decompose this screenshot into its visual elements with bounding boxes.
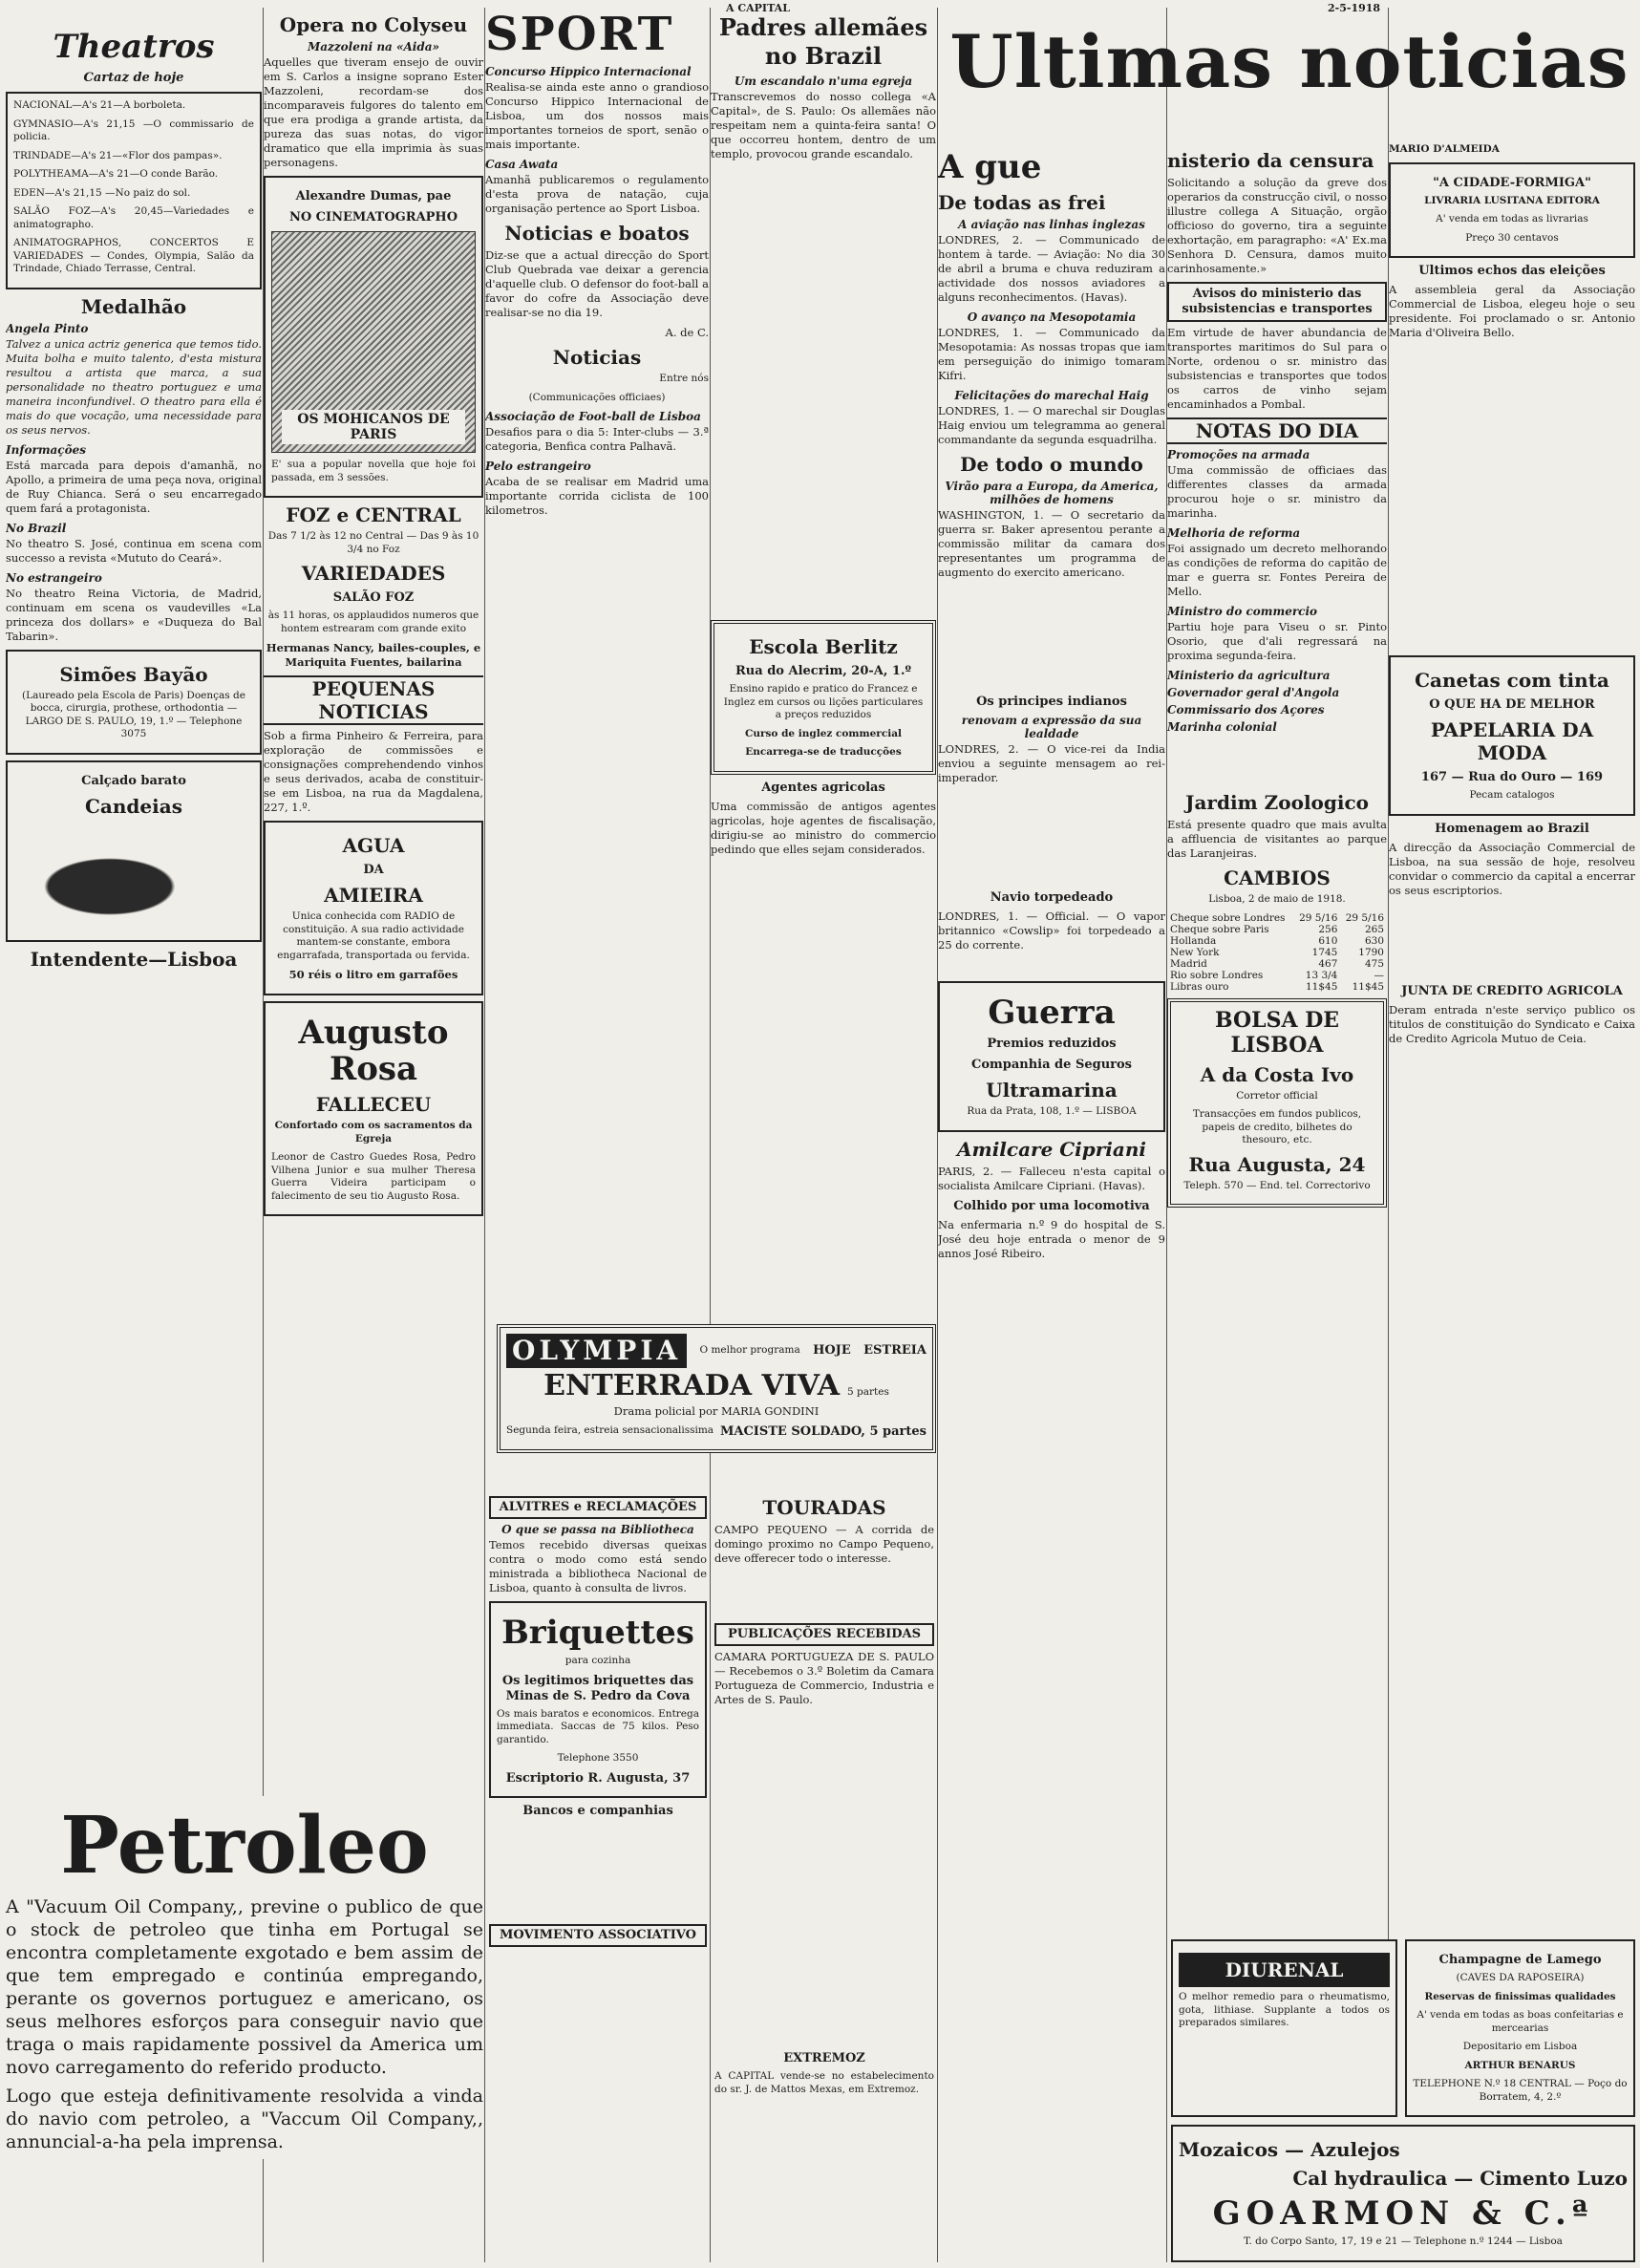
hoje: HOJE <box>813 1343 851 1358</box>
promocoes-heading: Promoções na armada <box>1167 448 1310 461</box>
champagne-ad <box>1405 1939 1635 2117</box>
casa-heading: Casa Awata <box>485 158 559 171</box>
communicacoes: (Communicações officiaes) <box>528 391 666 403</box>
cambios-value: 630 <box>1364 934 1384 947</box>
champ-text: A' venda em todas as boas confeitarias e mercearias <box>1416 2009 1624 2034</box>
candeias-ad <box>6 760 262 942</box>
pelo-text: Acaba de se realisar em Madrid uma importante corrida ciclista de 100 kilometros. <box>485 475 709 517</box>
concurso-heading: Concurso Hippico Internacional <box>485 65 692 78</box>
shoe-illustration <box>13 824 254 929</box>
papelaria: PAPELARIA DA MODA <box>1430 718 1594 764</box>
alvitres-heading: ALVITRES e RECLAMAÇÕES <box>489 1496 707 1519</box>
avanco-heading: O avanço na Mesopotamia <box>967 310 1137 324</box>
intendente-heading: Intendente—Lisboa <box>30 947 238 971</box>
petroleo-text: A "Vacuum Oil Company,, previne o publico de que o stock de petroleo que tinha em Portugal se encontra completamente exgotado e bem assim de que tem empregado e continúa empregando, perante os governos portuguez e americano, os seus melhores esforços para conseguir navio que traga o mais rapidamente possivel da America um novo carregamento do referido producto. <box>6 1896 483 2078</box>
variedades-heading: VARIEDADES <box>301 562 446 585</box>
estreia: ESTREIA <box>863 1343 926 1358</box>
diurenal-heading: DIURENAL <box>1179 1953 1390 1987</box>
entre-nos: Entre nós <box>659 373 709 384</box>
concurso-text: Realisa-se ainda este anno o grandioso Concurso Hippico Internacional de Lisboa, um dos nossos mais importantes torneios de sport, senão o mais importante. <box>485 80 709 151</box>
publicacoes-text: CAMARA PORTUGUEZA DE S. PAULO — Recebemos o 3.º Boletim da Camara Portugueza de Commercio, Industria e Artes de S. Paulo. <box>714 1650 934 1706</box>
column-4 <box>711 8 936 1303</box>
commercio-text: Partiu hoje para Viseu o sr. Pinto Osorio, que d'ali regressará na proxima segunda-feira. <box>1167 620 1387 662</box>
listing: NACIONAL—A's 21—A borboleta. <box>13 99 186 111</box>
cambios-value: 11$45 <box>1352 980 1384 993</box>
theatros-heading: Theatros <box>53 28 215 66</box>
falleceu-heading: FALLECEU <box>315 1093 432 1116</box>
cambios-value: 11$45 <box>1305 980 1338 993</box>
ultimas-noticias-banner: Ultimas noticias <box>949 19 1629 104</box>
cambios-value: 610 <box>1318 934 1338 947</box>
commissario-heading: Commissario dos Açores <box>1167 703 1325 717</box>
column-4-lower <box>714 1490 934 2102</box>
informacoes-heading: Informações <box>6 442 86 457</box>
listing: POLYTHEAMA—A's 21—O conde Barão. <box>13 168 219 180</box>
cambios-value: 467 <box>1318 957 1338 970</box>
navio-heading: Navio torpedeado <box>990 890 1114 905</box>
cambios-heading: CAMBIOS <box>1224 867 1331 889</box>
opera-text: Aquelles que tiveram ensejo de ouvir em S. Carlos a insigne soprano Ester Mazzoleni, recordam-se dos incomparaveis fulgores do talento em que era prodiga a grande artista, da pureza das suas notas, do vigor dramatico que ella imprimia às suas personagens. <box>264 55 483 169</box>
escandalo-heading: Um escandalo n'uma egreja <box>734 75 913 88</box>
cambios-value: 256 <box>1318 923 1338 935</box>
cal: Cal hydraulica — Cimento Luzo <box>1292 2167 1628 2190</box>
pequenas-heading: PEQUENAS NOTICIAS <box>264 675 483 725</box>
berlitz-address: Rua do Alecrim, 20-A, 1.º <box>735 664 911 678</box>
no-estrangeiro-text: No theatro Reina Victoria, de Madrid, continuam em scena os vaudevilles «La princeza dos dollars» e «Duqueza do Bal Tabarin». <box>6 586 262 643</box>
amilcare-heading: Amilcare Cipriani <box>957 1137 1146 1161</box>
cambios-value: 29 5/16 <box>1345 911 1384 924</box>
enterrada-parts: 5 partes <box>847 1386 889 1398</box>
cambios-row <box>1167 947 1387 958</box>
touradas-heading: TOURADAS <box>762 1496 886 1519</box>
dumas-heading: Alexandre Dumas, pae <box>295 189 452 203</box>
agua-price: 50 réis o litro em garrafões <box>288 968 458 981</box>
no-brazil-heading: No Brazil <box>6 521 67 535</box>
olympia-heading: OLYMPIA <box>506 1334 687 1368</box>
cambios-label: Cheque sobre Londres <box>1170 911 1286 924</box>
cambios-value: 29 5/16 <box>1299 911 1338 924</box>
melhoria-heading: Melhoria de reforma <box>1167 526 1301 540</box>
cambios-row <box>1167 912 1387 924</box>
cartaz-subheading: Cartaz de hoje <box>83 71 184 85</box>
amilcare-text: PARIS, 2. — Falleceu n'esta capital o socialista Amilcare Cipriani. (Havas). <box>938 1164 1165 1192</box>
simoes-bayao-ad <box>6 650 262 755</box>
movimento-heading: MOVIMENTO ASSOCIATIVO <box>489 1924 707 1947</box>
mario-heading: MARIO D'ALMEIDA <box>1389 143 1500 155</box>
jardim-text: Está presente quadro que mais avulta a affluencia de visitantes ao parque das Laranjeiras. <box>1167 818 1387 860</box>
cambios-row <box>1167 970 1387 981</box>
foz-hours: Das 7 1/2 às 12 no Central — Das 9 às 10 3/4 no Foz <box>267 530 479 555</box>
casa-text: Amanhã publicaremos o regulamento d'esta prova de natação, cuja organisação pertence ao Sport Lisboa. <box>485 173 709 215</box>
foz-heading: FOZ e CENTRAL <box>286 503 461 526</box>
da-heading: DA <box>363 863 384 877</box>
briq-text: Os mais baratos e economicos. Entrega immediata. Saccas de 75 kilos. Peso garantido. <box>497 1707 699 1745</box>
olympia-bottom <box>506 1424 926 1444</box>
animatographos: ANIMATOGRAPHOS, CONCERTOS E VARIEDADES — Condes, Olympia, Salão da Trindade, Chiado Terrasse, Central. <box>13 237 254 274</box>
illustration-label: OS MOHICANOS DE PARIS <box>282 410 465 444</box>
costa-heading: A da Costa Ivo <box>1200 1062 1354 1086</box>
papelaria-ad <box>1389 655 1635 816</box>
listing: SALÃO FOZ—A's 20,45—Variedades e animatographo. <box>13 205 254 230</box>
berlitz-traducoes: Encarrega-se de traducções <box>745 746 902 758</box>
listing: TRINDADE—A's 21—«Flor dos pampas». <box>13 149 223 161</box>
no-brazil-text: No theatro S. José, continua em scena com successo a revista «Mututo do Ceará». <box>6 536 262 565</box>
touradas-text: CAMPO PEQUENO — A corrida de domingo proximo no Campo Pequeno, deve offerecer todo o interesse. <box>714 1523 934 1565</box>
candeias-heading: Candeias <box>85 794 182 818</box>
confortado-text: Confortado com os sacramentos da Egreja <box>274 1120 473 1145</box>
salao-heading: SALÃO FOZ <box>332 590 415 605</box>
enterrada-heading: ENTERRADA VIVA <box>543 1369 841 1402</box>
noticias-heading: Noticias <box>552 346 642 369</box>
telephone: Telephone 3550 <box>557 1752 639 1764</box>
marinha-heading: Marinha colonial <box>1167 720 1277 734</box>
caves: (CAVES DA RAPOSEIRA) <box>1456 1972 1585 1983</box>
melhor: O QUE HA DE MELHOR <box>1429 697 1595 712</box>
catalogos: Pecam catalogos <box>1469 789 1555 801</box>
olympia-top <box>506 1334 926 1368</box>
column-2 <box>264 8 483 1790</box>
avanco-text: LONDRES, 1. — Communicado da Mesopotamia: As nossas tropas que iam em perseguição do inimigo tomaram Kifri. <box>938 326 1165 382</box>
augusto-heading: Augusto Rosa <box>298 1014 449 1088</box>
cambios-label: Hollanda <box>1170 934 1217 947</box>
cambios-table <box>1167 912 1387 993</box>
cambios-value: — <box>1374 969 1384 981</box>
eleicoes-text: A assembleia geral da Associação Commercial de Lisboa, elegeu hoje o seu presidente. Foi proclamado o sr. Antonio Maria d'Oliveira Bello. <box>1389 283 1635 339</box>
berlitz-commercial: Curso de inglez commercial <box>744 727 903 739</box>
cambios-label: Rio sobre Londres <box>1170 969 1264 981</box>
bolsa-text: Transacções em fundos publicos, papeis de credito, bilhetes do thesouro, etc. <box>1192 1108 1362 1145</box>
agua-heading: AGUA <box>342 834 405 857</box>
padres-heading: Padres allemães no Brazil <box>718 13 928 70</box>
guerra-head: A gue <box>938 148 1042 186</box>
navio-text: LONDRES, 1. — Official. — O vapor britannico «Cowslip» foi torpedeado a 25 do corrente. <box>938 909 1165 952</box>
avisos-text: Em virtude de haver abundancia de transportes maritimos do Sul para o Norte, ordenou o sr. ministro das subsistencias e transportes que todos os carros de vinho sejam encaminhados a Pombal. <box>1167 326 1387 411</box>
aviacao-text: LONDRES, 2. — Communicado de hontem à tarde. — Aviação: No dia 30 de abril a bruma e chuva reduziram a actividade dos nossos aviadores a alguns reconhecimentos. (Havas). <box>938 233 1165 304</box>
column-5 <box>938 143 1165 2262</box>
agentes-text: Uma commissão de antigos agentes agricolas, hoje agentes de fiscalisação, dirigiu-se ao ministro do commercio pedindo que elles sejam considerados. <box>711 799 936 856</box>
agua-ad <box>264 821 483 995</box>
bolsa-ad <box>1167 998 1387 1209</box>
dumas-text: E' sua a popular novella que hoje foi passada, em 3 sessões. <box>271 459 476 483</box>
pelo-heading: Pelo estrangeiro <box>485 460 591 473</box>
eleicoes-heading: Ultimos echos das eleições <box>1418 264 1606 278</box>
felicit-text: LONDRES, 1. — O marechal sir Douglas Haig enviou um telegramma ao general commandante da segunda esquadrilha. <box>938 404 1165 446</box>
goarmon: GOARMON & C.ª <box>1212 2194 1594 2233</box>
commercio-heading: Ministro do commercio <box>1167 605 1318 618</box>
cambios-row <box>1167 981 1387 993</box>
cambios-row <box>1167 924 1387 935</box>
cambios-label: New York <box>1170 946 1220 958</box>
bernardes: ARTHUR BENARUS <box>1464 2059 1576 2071</box>
principes-heading: Os principes indianos <box>976 695 1127 709</box>
junta-text: Deram entrada n'este serviço publico os titulos de constituição do Syndicato e Caixa de Credito Agricola Mutuo de Ceia. <box>1389 1002 1635 1045</box>
assoc-text: Desafios para o dia 5: Inter-clubs — 3.ª categoria, Benfica contra Palhavã. <box>485 425 709 453</box>
champ-tel: TELEPHONE N.º 18 CENTRAL — Poço do Borratem, 4, 2.º <box>1413 2078 1628 2103</box>
bancos-heading: Bancos e companhias <box>522 1803 673 1818</box>
cambios-label: Libras ouro <box>1170 980 1229 993</box>
diurenal-ad <box>1171 1939 1397 2117</box>
cambios-value: 1745 <box>1311 946 1338 958</box>
berlitz-text: Ensino rapido e pratico do Francez e Inglez em cursos ou lições particulares a preços reduzidos <box>723 683 924 720</box>
theatre-listings <box>6 92 262 289</box>
alvitres-text: Temos recebido diversas queixas contra o modo como está sendo ministrada a bibliotheca Nacional de Lisboa, quanto à consulta de livros. <box>489 1538 707 1594</box>
censura-text: Solicitando a solução da greve dos operarios da construcção civil, o nosso illustre collega A Situação, orgão officioso do governo, tira a seguinte exhortação, em paragrapho: «A' Ex.ma Senhora D. Censura, damos muito carinhosamente.» <box>1167 176 1387 275</box>
homenagem-heading: Homenagem ao Brazil <box>1435 821 1589 836</box>
olympia-ad <box>497 1324 936 1453</box>
column-7 <box>1389 143 1635 1934</box>
cambios-row <box>1167 935 1387 947</box>
preco: Preço 30 centavos <box>1465 231 1559 244</box>
noticias-boatos-heading: Noticias e boatos <box>504 222 690 245</box>
opera-subheading: Mazzoleni na «Aida» <box>307 40 440 53</box>
bottom-right-ads <box>1171 1939 1635 2268</box>
canetas-heading: Canetas com tinta <box>1415 669 1609 692</box>
cidade-formiga-ad <box>1389 162 1635 259</box>
petroleo-heading: Petroleo <box>60 1800 429 1892</box>
premios: Premios reduzidos <box>987 1037 1117 1051</box>
olympia-tag: O melhor programa <box>699 1344 800 1357</box>
simoes-text: (Laureado pela Escola de Paris) Doenças de bocca, cirurgia, prothese, orthodontia — LARGO DE S. PAULO, 19, 1.º — Telephone 3075 <box>22 689 245 739</box>
agentes-heading: Agentes agricolas <box>761 780 885 795</box>
homenagem-text: A direcção da Associação Commercial de Lisboa, na sua sessão de hoje, resolveu convidar o commercio da capital a encerrar os seus escriptorios. <box>1389 840 1635 897</box>
aviacao-heading: A aviação nas linhas inglezas <box>958 218 1145 231</box>
dumas-subheading: NO CINEMATOGRAPHO <box>288 210 458 225</box>
colhido-text: Na enfermaria n.º 9 do hospital de S. José deu hoje entrada o menor de 9 annos José Ribeiro. <box>938 1217 1165 1260</box>
extremoz-heading: EXTREMOZ <box>783 2051 865 2065</box>
principes-text: LONDRES, 2. — O vice-rei da India enviou a seguinte mensagem ao rei-imperador. <box>938 742 1165 784</box>
promocoes-text: Uma commissão de officiaes das differentes classes da armada procurou hoje o sr. ministro da marinha. <box>1167 463 1387 520</box>
renovam-heading: renovam a expressão da sua lealdade <box>961 714 1142 740</box>
noticias-boatos-text: Diz-se que a actual direcção do Sport Club Quebrada vae deixar a gerencia d'aquelle club. O defensor do foot-ball a favor do cofre da Associação deve realisar-se no dia 19. <box>485 248 709 319</box>
masthead-date: 2-5-1918 <box>1328 2 1381 14</box>
briquettes-ad <box>489 1601 707 1798</box>
dumas-ad <box>264 176 483 498</box>
guerra-ad-heading: Guerra <box>988 994 1116 1032</box>
junta-heading: JUNTA DE CREDITO AGRICOLA <box>1401 983 1623 998</box>
petroleo-ad <box>6 1796 483 2159</box>
mundo-heading: De todo o mundo <box>960 453 1143 476</box>
agua-text: Unica conhecida com RADIO de constituição. A sua radio actividade mantem-se constante, embora engarrafada, transportada ou fervida. <box>277 910 470 961</box>
simoes-heading: Simões Bayão <box>59 662 208 686</box>
rua-ouro: 167 — Rua do Ouro — 169 <box>1420 770 1604 784</box>
cambios-value: 1790 <box>1358 946 1384 958</box>
cambios-label: Cheque sobre Paris <box>1170 923 1269 935</box>
publicacoes-heading: PUBLICAÇÕES RECEBIDAS <box>714 1623 934 1646</box>
cambios-row <box>1167 958 1387 970</box>
avisos-heading: Avisos do ministerio das subsistencias e transportes <box>1167 282 1387 322</box>
biblioteca-heading: O que se passa na Bibliotheca <box>501 1523 694 1536</box>
mozaicos: Mozaicos — Azulejos <box>1179 2138 1400 2161</box>
drama-text: Drama policial por MARIA GONDINI <box>613 1404 820 1418</box>
mundo-text: WASHINGTON, 1. — O secretario da guerra sr. Baker apresentou perante a commissão militar da camara dos representantes um programma de augmento do exercito americano. <box>938 508 1165 579</box>
maciste-text: MACISTE SOLDADO, 5 partes <box>719 1424 926 1439</box>
briq-line: Os legitimos briquettes das Minas de S. Pedro da Cova <box>501 1673 694 1703</box>
segunda-text: Segunda feira, estreia sensacionalissima <box>506 1424 714 1436</box>
notas-heading: NOTAS DO DIA <box>1167 417 1387 444</box>
diurenal-text: O melhor remedio para o rheumatismo, gota, lithiase. Supplante a todos os preparados similares. <box>1179 1991 1391 2028</box>
cambios-label: Madrid <box>1170 957 1207 970</box>
goarmon-address: T. do Corpo Santo, 17, 19 e 21 — Telephone n.º 1244 — Lisboa <box>1244 2236 1563 2247</box>
nancy-text: Hermanas Nancy, bailes-couples, e Mariquita Fuentes, bailarina <box>266 641 481 669</box>
informacoes-text: Está marcada para depois d'amanhã, no Apollo, a primeira de uma peça nova, original de Ruy Chianca. Será o seu encarregado quem fará a protagonista. <box>6 458 262 515</box>
felicit-heading: Felicitações do marechal Haig <box>954 389 1149 402</box>
berlitz-heading: Escola Berlitz <box>749 635 898 658</box>
amieira-heading: AMIEIRA <box>324 884 423 907</box>
formiga: "A CIDADE-FORMIGA" <box>1433 175 1591 190</box>
bolsa-heading: BOLSA DE LISBOA <box>1214 1007 1340 1058</box>
listing: GYMNASIO—A's 21,15 —O commissario de policia. <box>13 118 254 142</box>
opera-heading: Opera no Colyseu <box>279 13 468 36</box>
berlitz-ad <box>711 620 936 775</box>
corretor: Corretor official <box>1236 1089 1318 1102</box>
masthead-paper: A CAPITAL <box>726 2 790 14</box>
cambios-value: 265 <box>1364 923 1384 935</box>
enterrada-line <box>506 1368 926 1404</box>
todas-heading: De todas as frei <box>938 191 1106 214</box>
ultramarina: Ultramarina <box>986 1079 1118 1102</box>
augusto-rosa-notice <box>264 1001 483 1216</box>
virao-heading: Virão para a Europa, da America, milhões de homens <box>945 480 1159 506</box>
no-estrangeiro-heading: No estrangeiro <box>6 570 102 585</box>
briq-sub: para cozinha <box>564 1655 631 1666</box>
livraria: LIVRARIA LUSITANA EDITORA <box>1424 194 1600 206</box>
pequenas-text: Sob a firma Pinheiro & Ferreira, para exploração de commissões e consignações comprehendendo vinhos e seus derivados, acaba de constituir-se em Lisboa, na rua da Magdalena, 227, 1.º. <box>264 729 483 814</box>
colhido-heading: Colhido por uma locomotiva <box>953 1198 1150 1213</box>
column-3-lower <box>489 1490 707 1951</box>
venda: A' venda em todas as livrarias <box>1436 213 1588 225</box>
assoc-heading: Associação de Foot-ball de Lisboa <box>485 410 701 423</box>
medalhao-text: Talvez a unica actriz generica que temos tido. Muita bolha e muito talento, d'esta mistura resultou a artista que marca, a sua personalidade no theatro portuguez e uma maneira inconfundivel. O theatro para ella é mais do que vocação, uma necessidade para os seus nervos. <box>6 336 262 437</box>
augusta: Rua Augusta, 24 <box>1188 1152 1366 1176</box>
padres-text: Transcrevemos do nosso collega «A Capital», de S. Paulo: Os allemães não respeitam nem a quinta-feira santa! O que occorreu hontem, dentro de um templo, provocou grande escandalo. <box>711 90 936 160</box>
cambios-value: 13 3/4 <box>1305 969 1338 981</box>
extremoz-text: A CAPITAL vende-se no estabelecimento do sr. J. de Mattos Mexas, em Extremoz. <box>714 2070 934 2095</box>
ultramarina-address: Rua da Prata, 108, 1.º — LISBOA <box>967 1105 1137 1117</box>
petroleo-text-2: Logo que esteja definitivamente resolvida a vinda do navio com petroleo, a "Vaccum Oil Company,, annuncial-a-ha pela imprensa. <box>6 2086 483 2152</box>
censura-heading: nisterio da censura <box>1167 149 1374 172</box>
champagne-heading: Champagne de Lamego <box>1438 1953 1602 1967</box>
companhia: Companhia de Seguros <box>970 1058 1132 1072</box>
melhoria-text: Foi assignado um decreto melhorando as condições de reforma do capitão de mar e guerra sr. Fontes Pereira de Mello. <box>1167 542 1387 598</box>
agricultura-heading: Ministerio da agricultura <box>1167 669 1331 682</box>
mohicanos-illustration <box>271 231 476 453</box>
signature: A. de C. <box>665 326 709 339</box>
sport-heading: SPORT <box>485 8 674 61</box>
bottom-ad-row <box>1171 1939 1635 2117</box>
governador-heading: Governador geral d'Angola <box>1167 686 1340 699</box>
briquettes-heading: Briquettes <box>501 1614 694 1652</box>
medalhao-name: Angela Pinto <box>6 321 89 335</box>
calcado-heading: Calçado barato <box>81 773 186 788</box>
goarmon-ad <box>1171 2125 1635 2262</box>
medalhao-heading: Medalhão <box>80 294 187 318</box>
bolsa-tel: Teleph. 570 — End. tel. Correctorivo <box>1183 1179 1371 1191</box>
augusto-text: Leonor de Castro Guedes Rosa, Pedro Vilhena Junior e sua mulher Theresa Guerra Videira participam o falecimento de seu tio Augusto Rosa. <box>271 1151 476 1202</box>
cambios-value: 475 <box>1364 957 1384 970</box>
reservas: Reservas de finissimas qualidades <box>1424 1990 1616 2002</box>
escriptorio: Escriptorio R. Augusta, 37 <box>505 1770 691 1786</box>
ultramarina-ad <box>938 981 1165 1132</box>
depositario: Depositario em Lisboa <box>1462 2041 1578 2052</box>
listing: EDEN—A's 21,15 —No paiz do sol. <box>13 186 191 199</box>
foz-text: às 11 horas, os applaudidos numeros que hontem estrearam com grande exito <box>267 610 479 634</box>
cambios-date: Lisboa, 2 de maio de 1918. <box>1208 893 1346 905</box>
jardim-heading: Jardim Zoologico <box>1185 791 1369 814</box>
